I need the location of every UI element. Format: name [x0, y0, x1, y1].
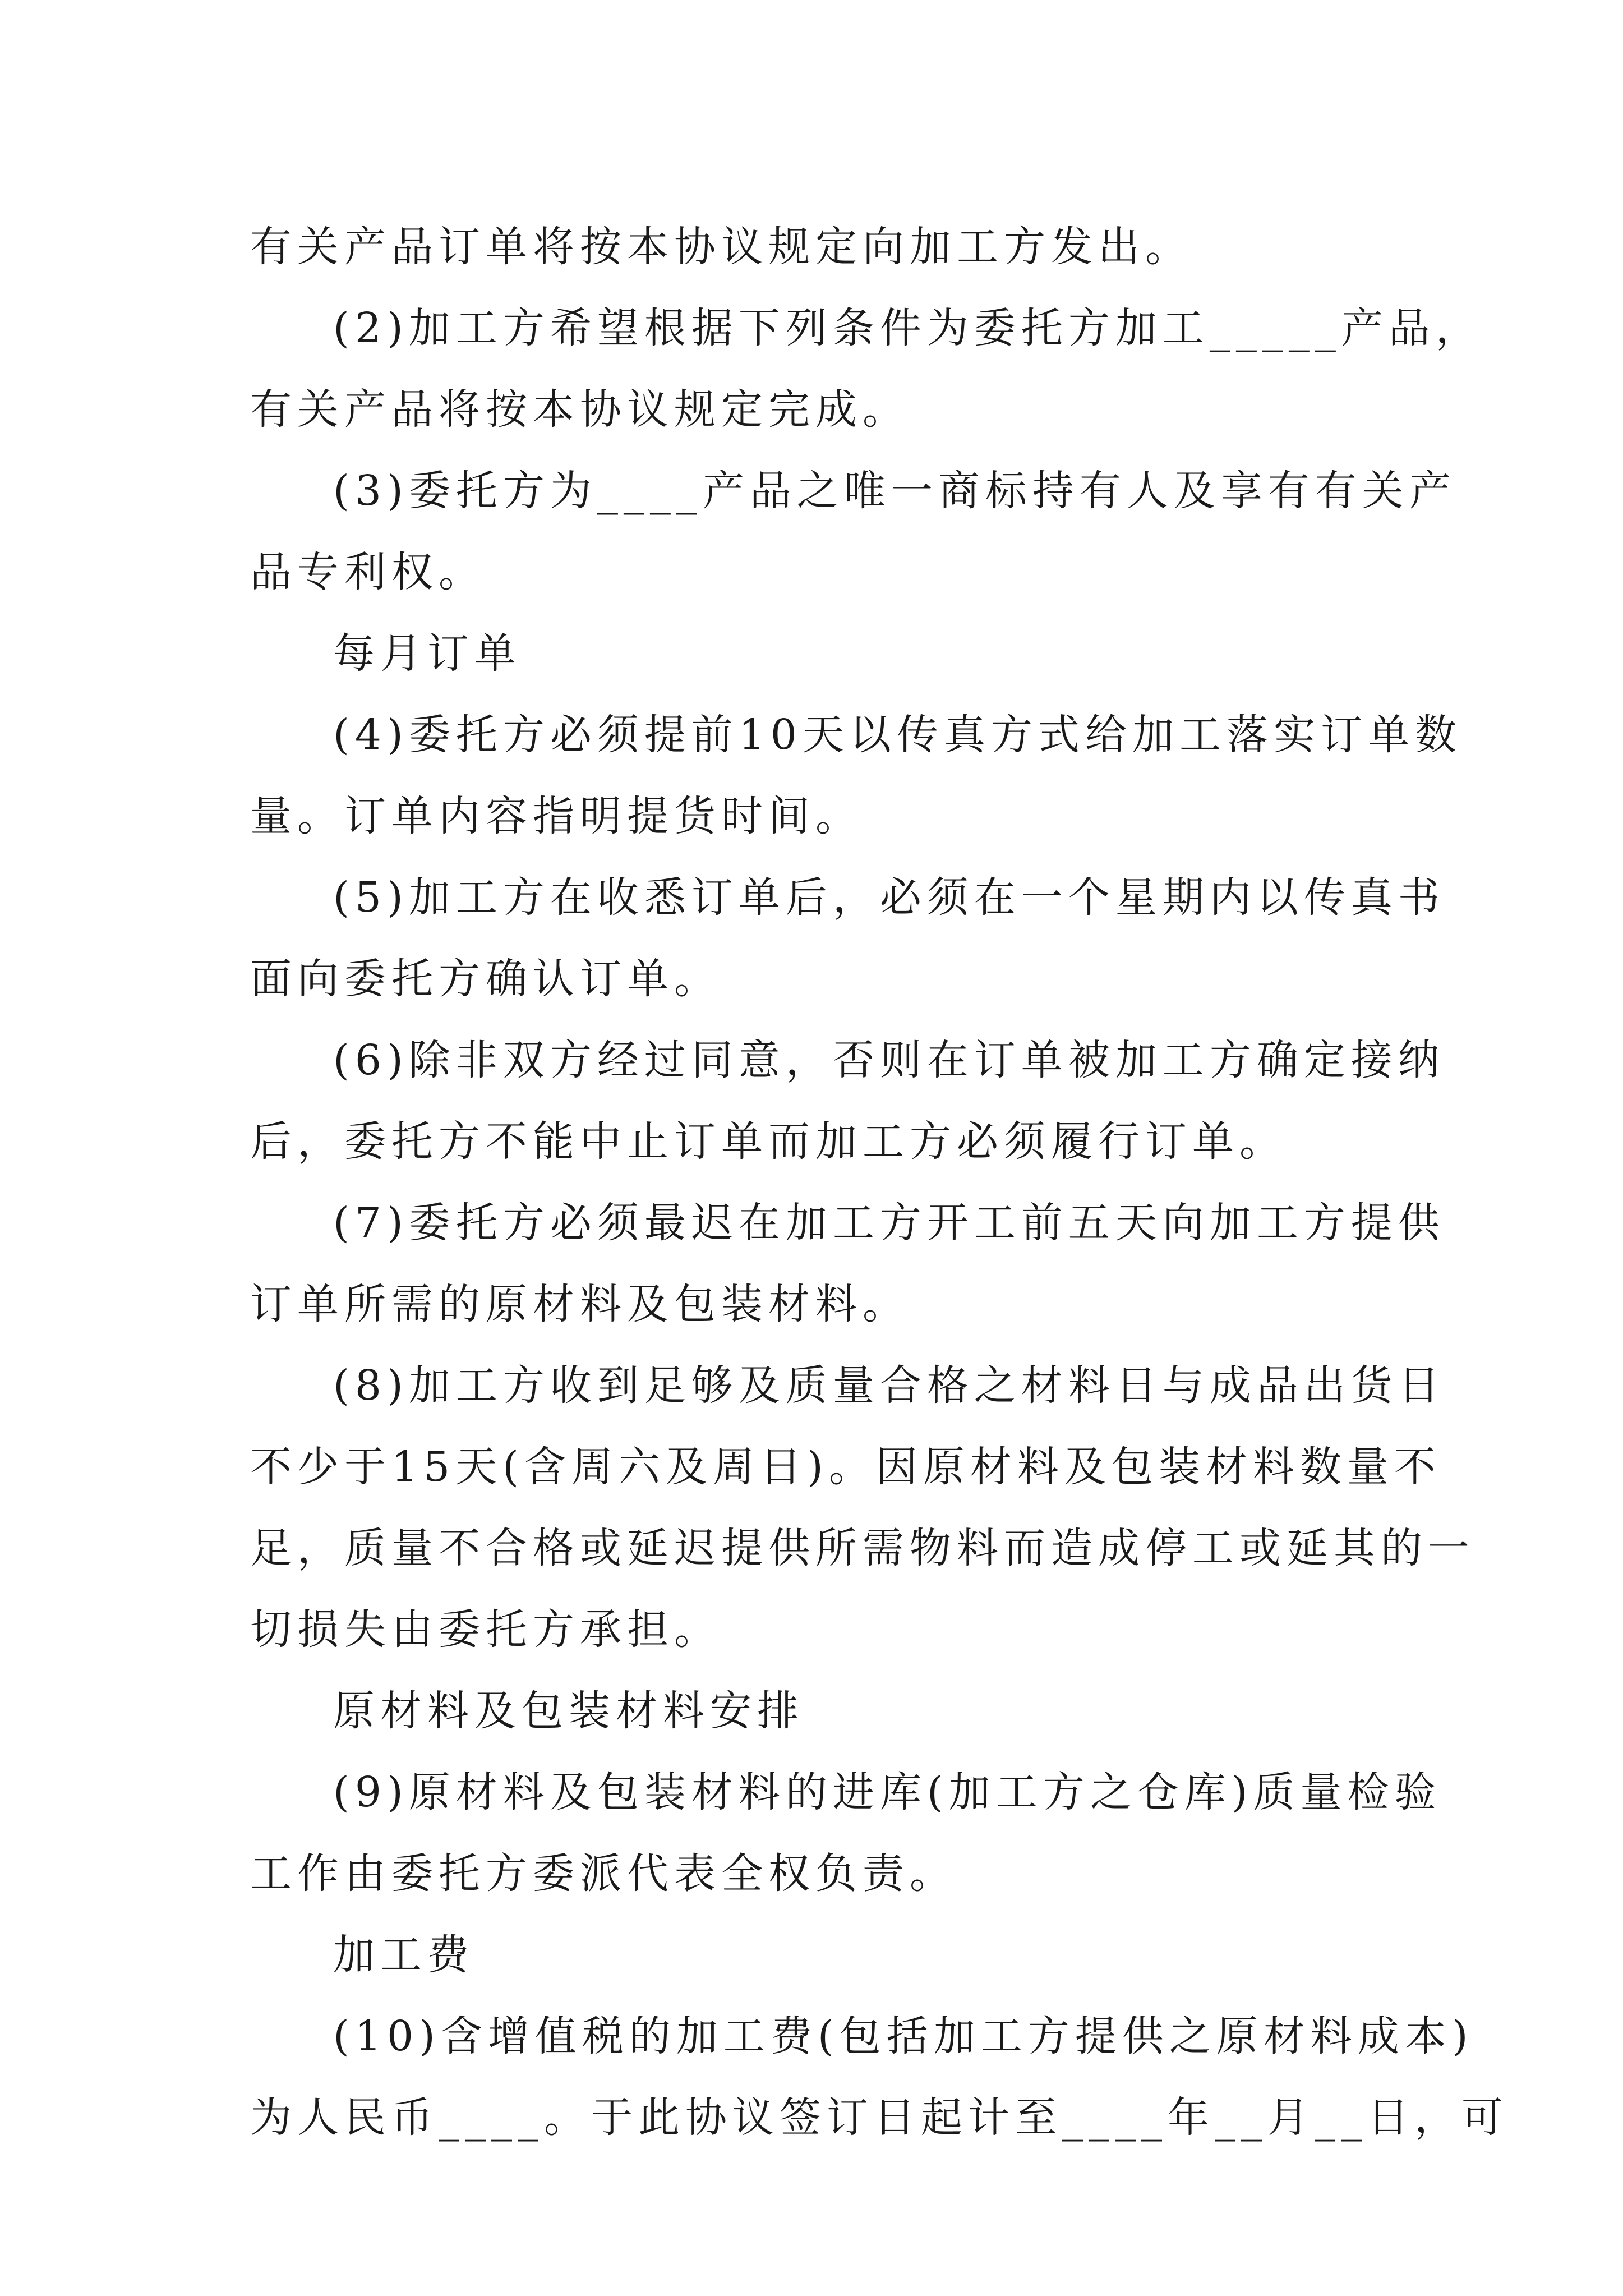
text-line: (10)含增值税的加工费(包括加工方提供之原材料成本)	[333, 2012, 1474, 2060]
text-line: 有关产品订单将按本协议规定向加工方发出。	[250, 223, 1192, 271]
text-line: 工作由委托方委派代表全权负责。	[250, 1849, 957, 1898]
text-line: 切损失由委托方承担。	[250, 1605, 721, 1654]
text-line: (2)加工方希望根据下列条件为委托方加工_____产品，	[333, 304, 1483, 352]
document-body	[250, 206, 1509, 2159]
text-line: (4)委托方必须提前10天以传真方式给加工落实订单数	[333, 711, 1462, 759]
text-line: (5)加工方在收悉订单后，必须在一个星期内以传真书	[333, 873, 1445, 922]
section-heading: 加工费	[333, 1931, 474, 1979]
text-line: (3)委托方为____产品之唯一商标持有人及享有有关产	[333, 467, 1456, 515]
text-line: 面向委托方确认订单。	[250, 955, 721, 1003]
text-line: 不少于15天(含周六及周日)。因原材料及包装材料数量不	[250, 1443, 1441, 1491]
text-line: 有关产品将按本协议规定完成。	[250, 385, 910, 434]
text-line: 为人民币____。于此协议签订日起计至____年__月__日，可	[250, 2093, 1509, 2142]
text-line: 后，委托方不能中止订单而加工方必须履行订单。	[250, 1117, 1287, 1166]
text-line: (6)除非双方经过同意，否则在订单被加工方确定接纳	[333, 1036, 1445, 1084]
text-line: 足，质量不合格或延迟提供所需物料而造成停工或延其的一	[250, 1524, 1475, 1572]
text-line: 量。订单内容指明提货时间。	[250, 792, 863, 840]
text-line: (9)原材料及包装材料的进库(加工方之仓库)质量检验	[333, 1768, 1442, 1816]
text-line: (7)委托方必须最迟在加工方开工前五天向加工方提供	[333, 1199, 1445, 1247]
section-heading: 原材料及包装材料安排	[333, 1687, 804, 1735]
section-heading: 每月订单	[333, 629, 522, 678]
text-line: 订单所需的原材料及包装材料。	[250, 1280, 910, 1328]
text-line: (8)加工方收到足够及质量合格之材料日与成品出货日	[333, 1361, 1445, 1410]
text-line: 品专利权。	[250, 548, 486, 596]
